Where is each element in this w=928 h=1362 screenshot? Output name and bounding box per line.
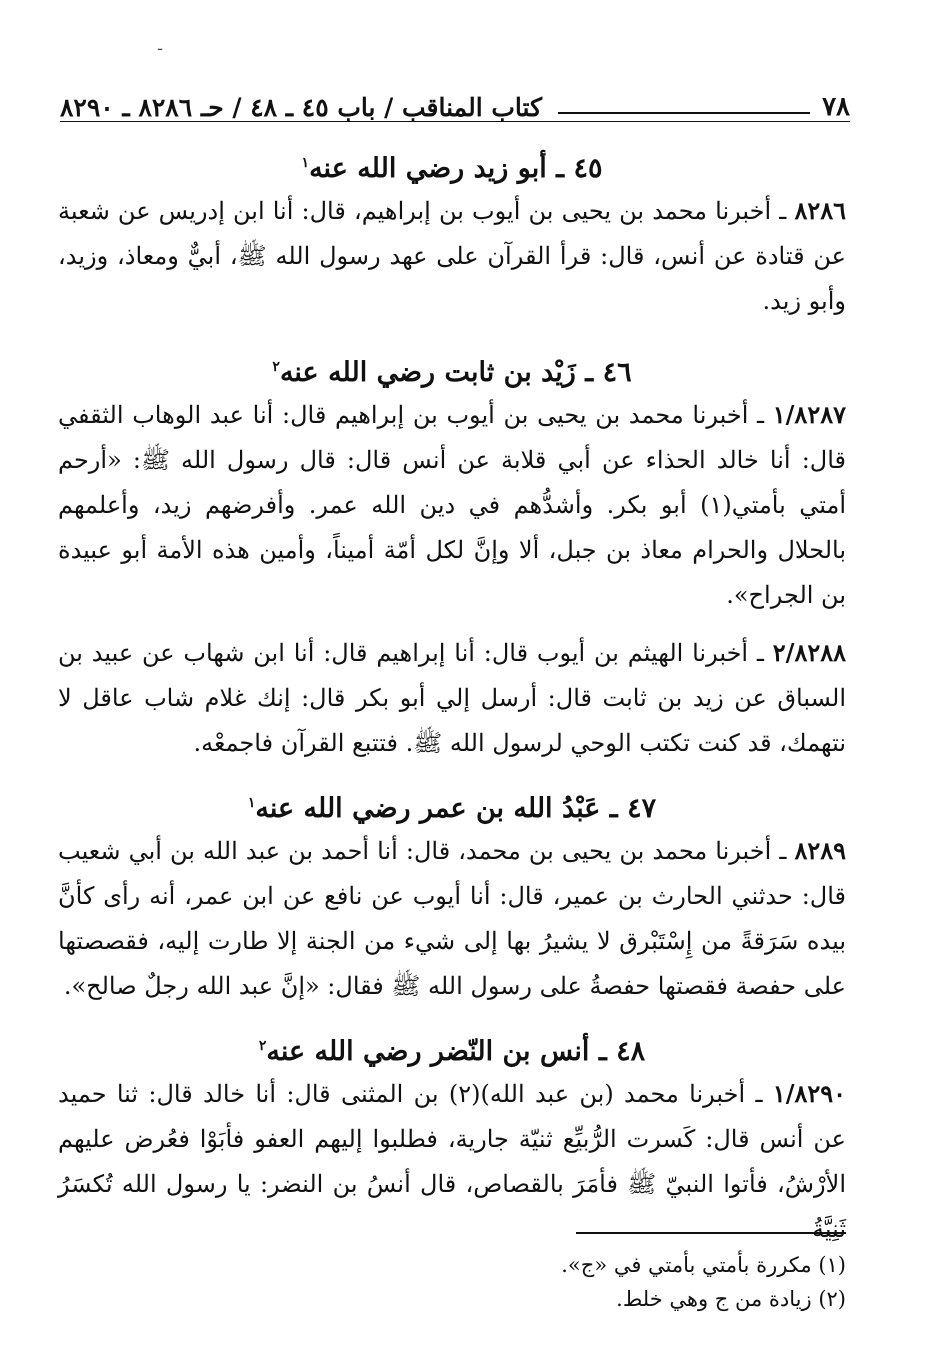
hadith-number: ٨٢٨٩ xyxy=(794,836,846,865)
section-heading-text: ٤٧ ـ عَبْدُ الله بن عمر رضي الله عنه xyxy=(255,793,657,824)
footnote-divider xyxy=(576,1232,846,1234)
footnote: (١) مكررة بأمتي بأمتي في «ج». xyxy=(561,1253,846,1277)
section-heading-text: ٤٨ ـ أنس بن النّضر رضي الله عنه xyxy=(266,1036,646,1067)
margin-mark: ـ xyxy=(158,38,163,54)
hadith-number: ٢/٨٢٨٨ xyxy=(772,638,846,667)
footnote-marker: ١ xyxy=(301,155,310,171)
page-body xyxy=(58,138,846,1252)
hadith-paragraph: ٢/٨٢٨٨ ـ أخبرنا الهيثم بن أيوب قال: أنا إبراهيم قال: أنا ابن شهاب عن عبيد بن السباق عن زيد بن ثابت قال: أرسل إلي أبو بكر قال: إنك غلام شاب عاقل لا نتهمك، قد كنت تكتب الوحي لرسول الله ﷺ. فتتبع القرآن فاجمعْه. xyxy=(58,638,847,757)
footnote-marker: ٢ xyxy=(272,359,280,375)
section-heading xyxy=(58,138,846,188)
footnote-marker: ١ xyxy=(247,795,256,811)
section-heading xyxy=(58,1021,846,1071)
hadith-number: ٨٢٨٦ xyxy=(794,196,846,225)
section-heading xyxy=(58,342,846,392)
running-title: كتاب المناقب / باب ٤٥ ـ ٤٨ / حـ ٨٢٨٦ ـ ٨٢٩٠ xyxy=(60,93,542,122)
hadith-paragraph: ١/٨٢٩٠ ـ أخبرنا محمد (بن عبد الله)(٢) بن المثنى قال: أنا خالد قال: ثنا حميد عن أنس قال: كَسرت الرُّبيِّع ثنيّة جارية، فطلبوا إليهم العفو فأبَوْا فعُرض عليهم الأرْشُ، فأتوا النبيّ ﷺ فأمَرَ بالقصاص، قال أنسُ بن النضر: يا رسول الله تُكسَرُ ثَنِيَّةُ xyxy=(58,1079,847,1243)
header-rule-segment xyxy=(558,112,810,114)
hadith-text: أخبرنا محمد (بن عبد الله)(٢) بن المثنى قال: أنا خالد قال: ثنا حميد عن أنس قال: كَسرت الرُّبيِّع ثنيّة جارية، فطلبوا إليهم العفو فأبَوْا فعُرض عليهم الأرْشُ، فأتوا النبيّ ﷺ فأمَرَ بالقصاص، قال أنسُ بن النضر: يا رسول الله تُكسَرُ ثَنِيَّةُ xyxy=(58,1080,846,1243)
section-heading xyxy=(58,778,846,828)
footnote: (٢) زيادة من ج وهي خلط. xyxy=(616,1287,846,1311)
footnotes xyxy=(58,1248,846,1316)
footnote-marker: ٢ xyxy=(258,1038,267,1054)
section-heading-text: ٤٥ ـ أبو زيد رضي الله عنه xyxy=(309,153,603,184)
hadith-paragraph: ٨٢٨٦ ـ أخبرنا محمد بن يحيى بن أيوب بن إبراهيم، قال: أنا ابن إدريس عن شعبة عن قتادة عن أنس، قال: قرأ القرآن على عهد رسول الله ﷺ، أبيٌّ ومعاذ، وزيد، وأبو زيد. xyxy=(58,196,847,315)
hadith-text: أخبرنا محمد بن يحيى بن محمد، قال: أنا أحمد بن عبد الله بن أبي شعيب قال: حدثني الحارث بن عمير، قال: أنا أيوب عن نافع عن ابن عمر، أنه رأى كأنَّ بيده سَرَقةً من إِسْتَبْرق لا يشيرُ بها إلى شيء من الجنة إلا طارت إليه، فقصصتها على حفصة فقصتها حفصةُ على رسول الله ﷺ فقال: «إنَّ عبد الله رجلٌ صالح». xyxy=(58,837,847,1000)
hadith-paragraph: ١/٨٢٨٧ ـ أخبرنا محمد بن يحيى بن أيوب بن إبراهيم قال: أنا عبد الوهاب الثقفي قال: أنا خالد الحذاء عن أبي قلابة عن أنس قال: قال رسول الله ﷺ: «أرحم أمتي بأمتي(١) أبو بكر. وأشدُّهم في دين الله عمر. وأفرضهم زيد، وأعلمهم بالحلال والحرام معاذ بن جبل، ألا وإنَّ لكل أمّة أميناً، وأمين هذه الأمة أبو عبيدة بن الجراح». xyxy=(58,400,847,609)
hadith-text: أخبرنا الهيثم بن أيوب قال: أنا إبراهيم قال: أنا ابن شهاب عن عبيد بن السباق عن زيد بن ثابت قال: أرسل إلي أبو بكر قال: إنك غلام شاب عاقل لا نتهمك، قد كنت تكتب الوحي لرسول الله ﷺ. فتتبع القرآن فاجمعْه. xyxy=(58,639,847,757)
hadith-number: ١/٨٢٨٧ xyxy=(772,400,846,429)
section-heading-text: ٤٦ ـ زَيْد بن ثابت رضي الله عنه xyxy=(279,357,632,388)
hadith-paragraph: ٨٢٨٩ ـ أخبرنا محمد بن يحيى بن محمد، قال: أنا أحمد بن عبد الله بن أبي شعيب قال: حدثني الحارث بن عمير، قال: أنا أيوب عن نافع عن ابن عمر، أنه رأى كأنَّ بيده سَرَقةً من إِسْتَبْرق لا يشيرُ بها إلى شيء من الجنة إلا طارت إليه، فقصصتها على حفصة فقصتها حفصةُ على رسول الله ﷺ فقال: «إنَّ عبد الله رجلٌ صالح». xyxy=(58,836,847,1000)
header-divider xyxy=(60,121,850,122)
hadith-text: أخبرنا محمد بن يحيى بن أيوب بن إبراهيم، قال: أنا ابن إدريس عن شعبة عن قتادة عن أنس، قال: قرأ القرآن على عهد رسول الله ﷺ، أبيٌّ ومعاذ، وزيد، وأبو زيد. xyxy=(58,197,847,315)
hadith-text: أخبرنا محمد بن يحيى بن أيوب بن إبراهيم قال: أنا عبد الوهاب الثقفي قال: أنا خالد الحذاء عن أبي قلابة عن أنس قال: قال رسول الله ﷺ: «أرحم أمتي بأمتي(١) أبو بكر. وأشدُّهم في دين الله عمر. وأفرضهم زيد، وأعلمهم بالحلال والحرام معاذ بن جبل، ألا وإنَّ لكل أمّة أميناً، وأمين هذه الأمة أبو عبيدة بن الجراح». xyxy=(58,401,847,609)
page-number: ٧٨ xyxy=(822,92,850,122)
hadith-number: ١/٨٢٩٠ xyxy=(772,1079,847,1108)
page-header xyxy=(60,82,850,122)
